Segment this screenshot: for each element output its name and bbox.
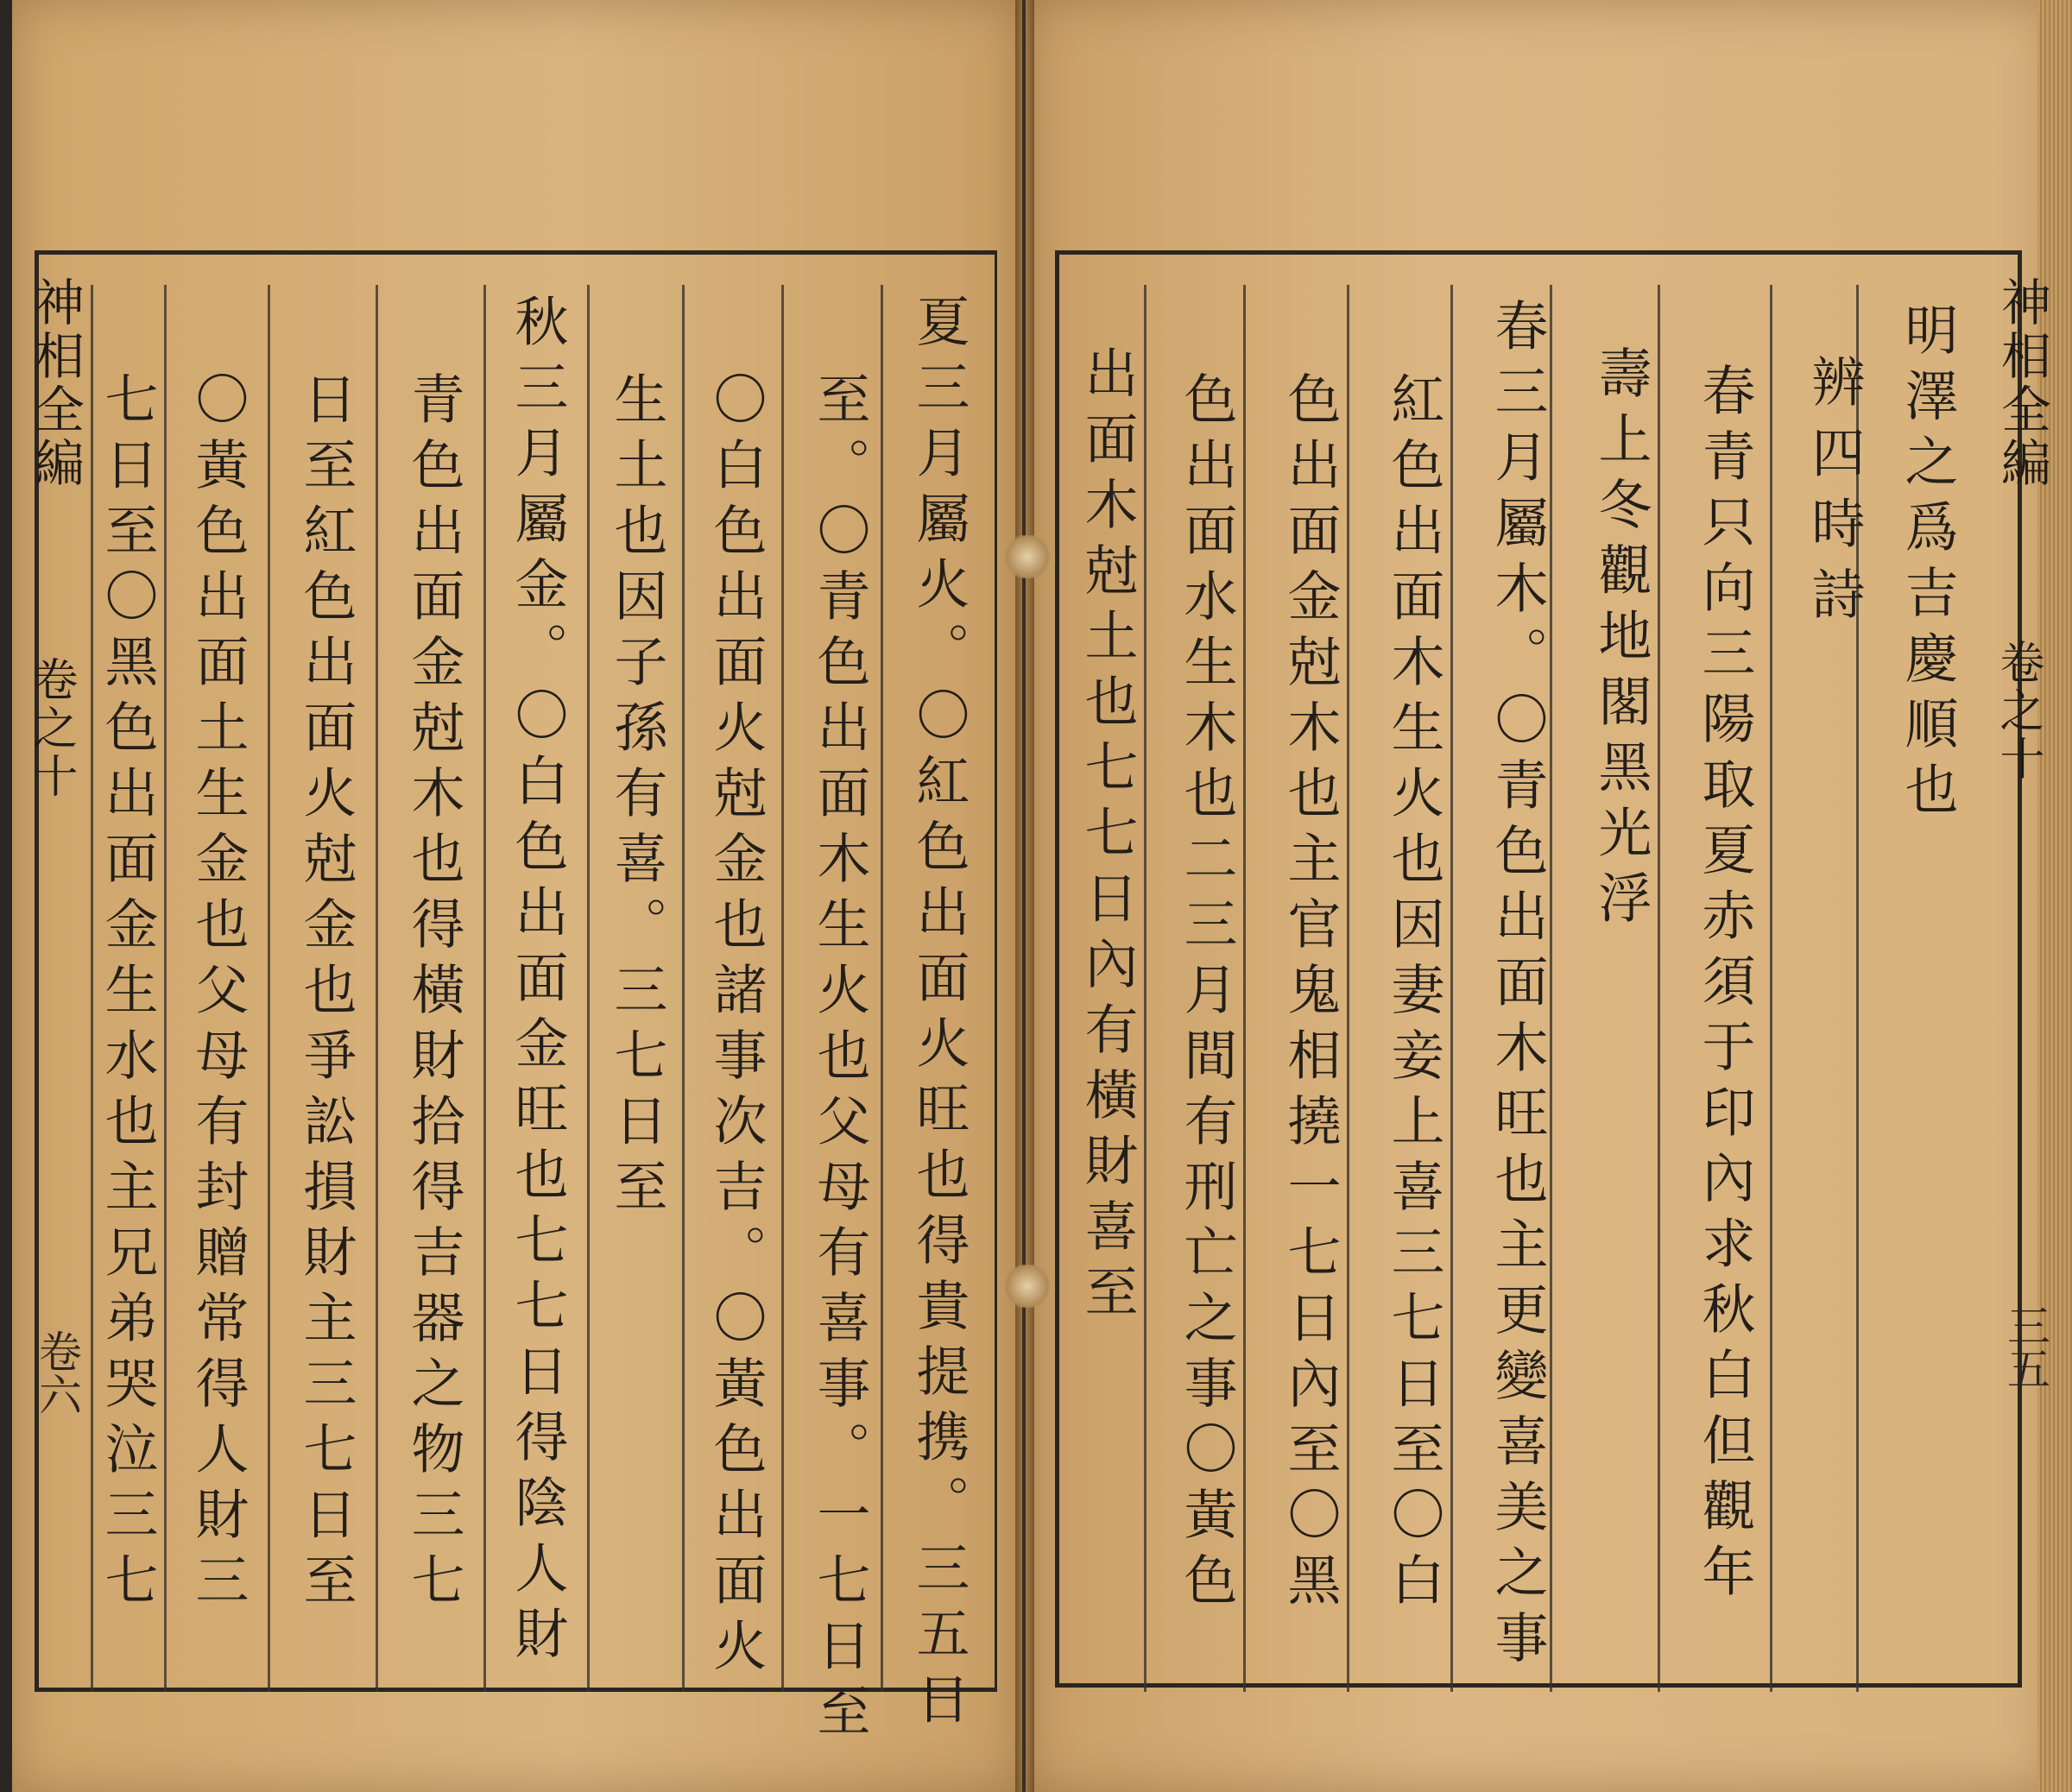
column-rule: [164, 285, 167, 1692]
binding-stitch-upper: [1001, 535, 1053, 578]
text-column-3: 〇白色出面火尅金也諸事次吉。〇黃色出面火: [704, 371, 768, 1683]
left-margin-title: 神相全編: [26, 276, 85, 490]
column-rule: [1450, 285, 1453, 1692]
text-column-6: 青色出面金尅木也得橫財拾得吉器之物三七: [402, 371, 465, 1618]
binding-stitch-lower: [1001, 1265, 1053, 1308]
right-margin-volume: 卷之十: [1992, 639, 2044, 784]
page-edges: [2037, 0, 2072, 1792]
column-rule: [682, 285, 685, 1692]
column-rule: [1144, 285, 1147, 1692]
column-rule: [1243, 285, 1246, 1692]
text-column-7: 日至紅色出面火尅金也爭訟損財主三七日至: [294, 371, 357, 1618]
right-margin-folio: 三五: [2000, 1303, 2050, 1390]
column-rule: [587, 285, 590, 1692]
right-margin-title: 神相全編: [1993, 276, 2051, 490]
book-gutter: [1015, 0, 1034, 1792]
column-rule: [483, 285, 486, 1692]
text-column-2: 至。〇青色出面木生火也父母有喜事。一七日至: [808, 371, 871, 1749]
text-column-5: 秋三月屬金。〇白色出面金旺也七七日得陰人財: [506, 293, 569, 1671]
section-heading: 辨四時詩: [1803, 354, 1866, 637]
column-rule: [1347, 285, 1349, 1692]
column-rule: [881, 285, 883, 1692]
left-margin-volume: 卷之十: [25, 656, 77, 801]
text-column-6: 紅色出面木生火也因妻妾上喜三七日至〇白: [1382, 371, 1445, 1618]
column-rule: [781, 285, 784, 1692]
text-column-4: 壽上冬觀地閣黑光浮: [1589, 345, 1652, 936]
text-column-3: 春青只向三陽取夏赤須于印內求秋白但觀年: [1693, 363, 1756, 1609]
text-column-5: 春三月屬木。〇青色出面木旺也主更變喜美之事: [1486, 298, 1549, 1675]
column-rule: [376, 285, 378, 1692]
text-column-9: 出面木尅土也七七日內有橫財喜至: [1076, 345, 1139, 1329]
column-rule: [1770, 285, 1772, 1692]
text-column-9: 七日至〇黑色出面金生水也主兄弟哭泣三七: [96, 371, 159, 1618]
text-column-7: 色出面金尅木也主官鬼相撓一七日內至〇黑: [1279, 371, 1342, 1618]
text-column-1: 夏三月屬火。〇紅色出面火旺也得貴提携。三五日: [907, 293, 970, 1737]
text-column-1: 明澤之爲吉慶順也: [1896, 302, 1959, 827]
text-column-8: 〇黃色出面土生金也父母有封贈常得人財三: [186, 371, 250, 1618]
left-margin-folio: 卷六: [32, 1329, 82, 1416]
column-rule: [1658, 285, 1660, 1692]
text-column-8: 色出面水生木也二三月間有刑亡之事〇黃色: [1175, 371, 1238, 1618]
text-column-4: 生土也因子孫有喜。三七日至: [605, 371, 668, 1224]
column-rule: [268, 285, 270, 1692]
